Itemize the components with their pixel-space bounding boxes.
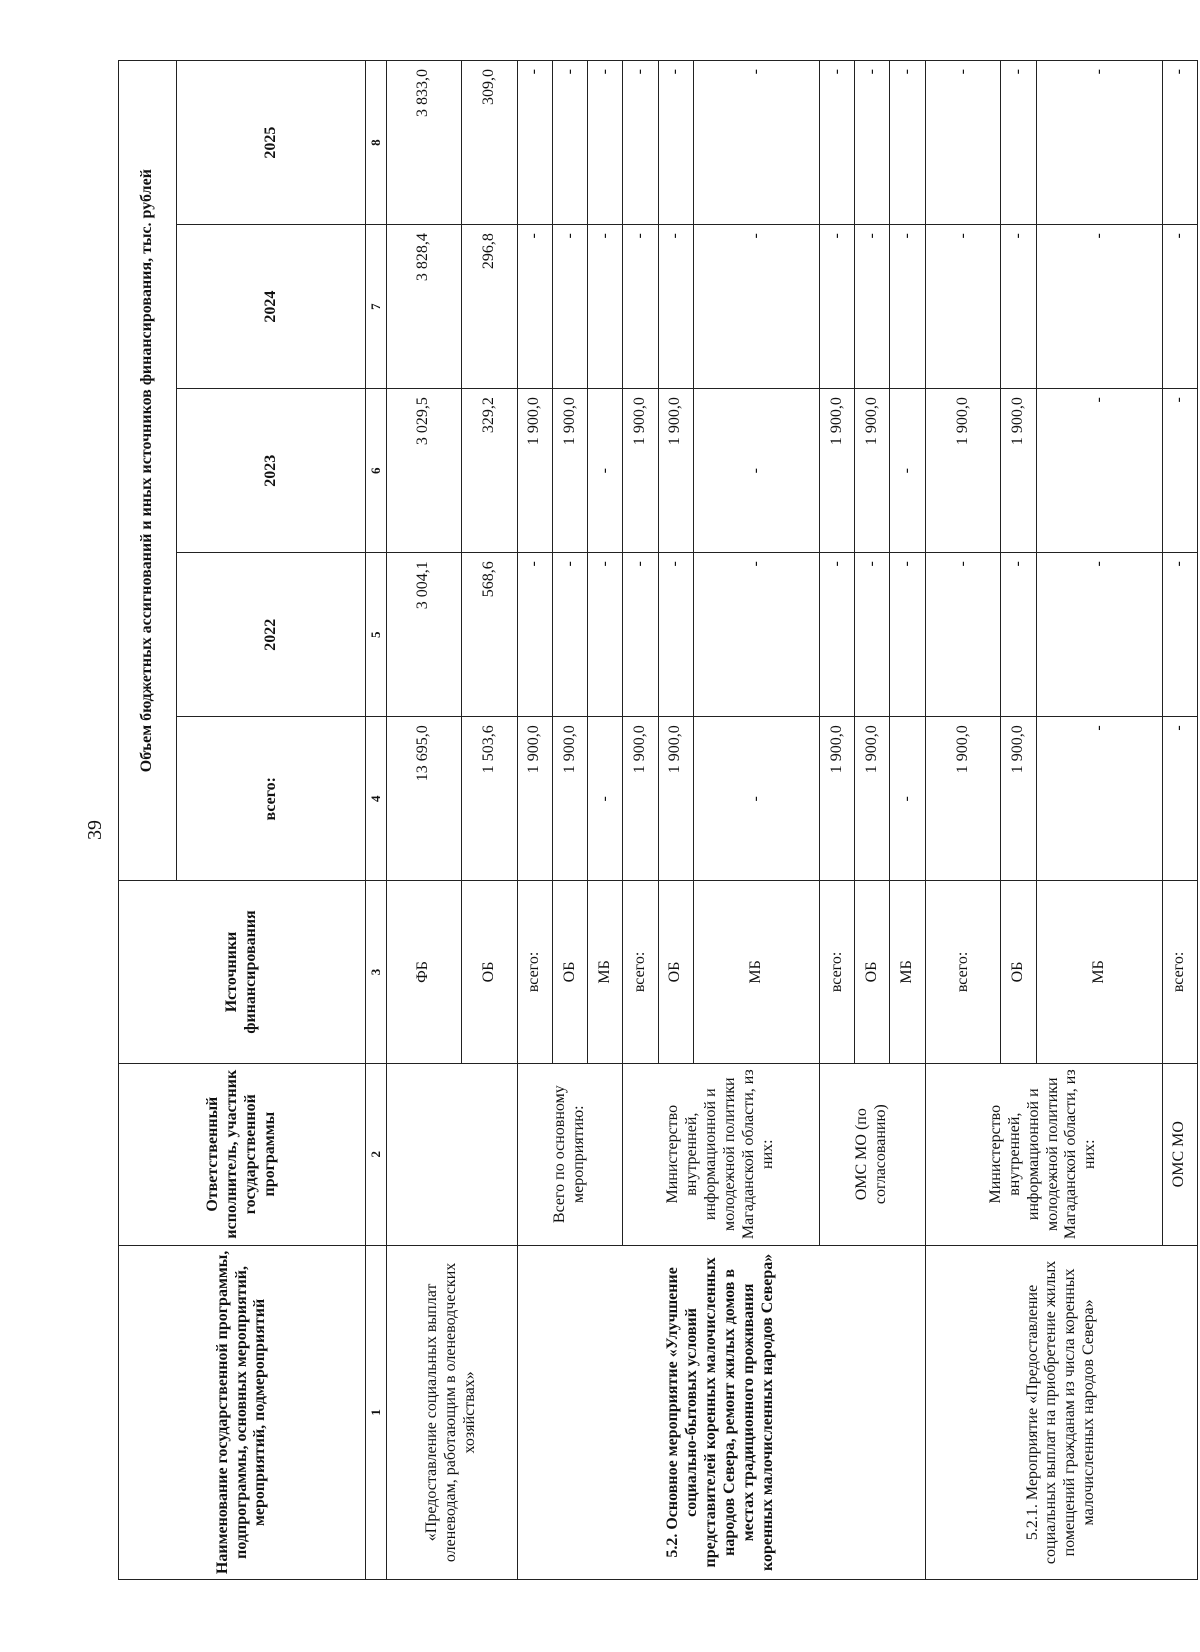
value-cell: - [658, 553, 693, 717]
value-cell: - [623, 553, 658, 717]
header-source: Источники финансирования [119, 881, 366, 1063]
rotated-table-wrapper [118, 60, 1198, 1580]
header-total: всего: [176, 717, 365, 881]
responsible-cell: ОМС МО [1162, 1063, 1197, 1245]
value-cell: 309,0 [462, 61, 517, 225]
value-cell: 1 900,0 [517, 389, 552, 553]
value-cell: 1 900,0 [1001, 717, 1036, 881]
value-cell: 1 900,0 [925, 717, 1001, 881]
value-cell: - [623, 61, 658, 225]
value-cell: 1 900,0 [552, 717, 587, 881]
value-cell: - [890, 717, 925, 881]
value-cell: - [1162, 389, 1197, 553]
source-cell: МБ [588, 881, 623, 1063]
value-cell: - [1036, 389, 1162, 553]
header-funding-group: Объем бюджетных ассигнований и иных источников финансирования, тыс. рублей [119, 61, 177, 881]
value-cell: - [552, 553, 587, 717]
value-cell: - [925, 225, 1001, 389]
value-cell: - [517, 553, 552, 717]
source-cell: ФБ [386, 881, 462, 1063]
index-cell: 4 [365, 717, 386, 881]
activity-name: «Предоставление социальных выплат оленеводам, работающим в оленеводческих хозяйствах» [386, 1245, 517, 1579]
value-cell: 1 503,6 [462, 717, 517, 881]
source-cell: всего: [1162, 881, 1197, 1063]
value-cell: - [1001, 225, 1036, 389]
value-cell: - [623, 225, 658, 389]
index-cell: 1 [365, 1245, 386, 1579]
value-cell: - [517, 225, 552, 389]
table-row [517, 61, 552, 1580]
responsible-cell: Министерство внутренней, информационной и молодежной политики Магаданской области, из них: [925, 1063, 1162, 1245]
source-cell: ОБ [855, 881, 890, 1063]
value-cell: - [819, 225, 854, 389]
header-year-2023: 2023 [176, 389, 365, 553]
header-responsible: Ответственный исполнитель, участник государственной программы [119, 1063, 366, 1245]
value-cell: - [890, 225, 925, 389]
value-cell: - [1162, 553, 1197, 717]
value-cell: - [1001, 553, 1036, 717]
value-cell: - [658, 225, 693, 389]
source-cell: всего: [623, 881, 658, 1063]
value-cell: - [819, 61, 854, 225]
value-cell: - [552, 61, 587, 225]
value-cell: 13 695,0 [386, 717, 462, 881]
index-cell: 7 [365, 225, 386, 389]
header-year-2024: 2024 [176, 225, 365, 389]
value-cell: 329,2 [462, 389, 517, 553]
index-cell: 3 [365, 881, 386, 1063]
value-cell: - [890, 61, 925, 225]
table-row [386, 61, 462, 1580]
value-cell: - [855, 61, 890, 225]
value-cell: 1 900,0 [623, 389, 658, 553]
value-cell: - [855, 225, 890, 389]
value-cell: - [693, 61, 819, 225]
index-cell: 2 [365, 1063, 386, 1245]
value-cell: 1 900,0 [855, 717, 890, 881]
index-row [365, 61, 386, 1580]
responsible-cell: Министерство внутренней, информационной и молодежной политики Магаданской области, из них: [623, 1063, 820, 1245]
page-number: 39 [84, 820, 106, 840]
value-cell: - [890, 553, 925, 717]
value-cell: - [890, 389, 925, 553]
value-cell: 1 900,0 [623, 717, 658, 881]
value-cell: - [693, 389, 819, 553]
funding-table [118, 60, 1198, 1580]
source-cell: МБ [890, 881, 925, 1063]
table-row [925, 61, 1001, 1580]
source-cell: МБ [693, 881, 819, 1063]
value-cell: - [552, 225, 587, 389]
value-cell: 3 833,0 [386, 61, 462, 225]
value-cell: 568,6 [462, 553, 517, 717]
value-cell: - [819, 553, 854, 717]
value-cell: - [1036, 61, 1162, 225]
header-year-2025: 2025 [176, 61, 365, 225]
value-cell: 3 004,1 [386, 553, 462, 717]
value-cell: 1 900,0 [517, 717, 552, 881]
value-cell: 1 900,0 [925, 389, 1001, 553]
value-cell: - [1036, 717, 1162, 881]
value-cell: - [925, 553, 1001, 717]
value-cell: - [658, 61, 693, 225]
source-cell: ОБ [658, 881, 693, 1063]
value-cell: 1 900,0 [552, 389, 587, 553]
value-cell: - [1036, 553, 1162, 717]
value-cell: - [693, 553, 819, 717]
responsible-cell [386, 1063, 517, 1245]
value-cell: 1 900,0 [658, 717, 693, 881]
value-cell: - [588, 717, 623, 881]
value-cell: - [1036, 225, 1162, 389]
source-cell: всего: [925, 881, 1001, 1063]
source-cell: ОБ [462, 881, 517, 1063]
value-cell: 1 900,0 [658, 389, 693, 553]
source-cell: МБ [1036, 881, 1162, 1063]
value-cell: 1 900,0 [819, 717, 854, 881]
responsible-cell: ОМС МО (по согласованию) [819, 1063, 925, 1245]
source-cell: ОБ [1001, 881, 1036, 1063]
value-cell: - [588, 389, 623, 553]
value-cell: - [693, 717, 819, 881]
value-cell: - [588, 61, 623, 225]
value-cell: - [855, 553, 890, 717]
header-program-name: Наименование государственной программы, подпрограммы, основных мероприятий, мероприятий, подмероприятий [119, 1245, 366, 1579]
value-cell: - [693, 225, 819, 389]
value-cell: 1 900,0 [855, 389, 890, 553]
source-cell: всего: [517, 881, 552, 1063]
value-cell: 3 828,4 [386, 225, 462, 389]
source-cell: всего: [819, 881, 854, 1063]
value-cell: 296,8 [462, 225, 517, 389]
value-cell: 1 900,0 [819, 389, 854, 553]
index-cell: 5 [365, 553, 386, 717]
value-cell: - [1162, 225, 1197, 389]
index-cell: 8 [365, 61, 386, 225]
activity-name: 5.2. Основное мероприятие «Улучшение социально-бытовых условий представителей коренных малочисленных народов Севера, ремонт жилых домов в местах традиционного проживания коренных малочисленных народов Севера» [517, 1245, 925, 1579]
value-cell: - [588, 553, 623, 717]
value-cell: 3 029,5 [386, 389, 462, 553]
source-cell: ОБ [552, 881, 587, 1063]
header-year-2022: 2022 [176, 553, 365, 717]
value-cell: - [1001, 61, 1036, 225]
value-cell: - [517, 61, 552, 225]
activity-name: 5.2.1. Мероприятие «Предоставление социальных выплат на приобретение жилых помещений гражданам из числа коренных малочисленных народов Севера» [925, 1245, 1197, 1579]
value-cell: - [925, 61, 1001, 225]
responsible-cell: Всего по основному мероприятию: [517, 1063, 623, 1245]
value-cell: 1 900,0 [1001, 389, 1036, 553]
value-cell: - [1162, 61, 1197, 225]
value-cell: - [1162, 717, 1197, 881]
index-cell: 6 [365, 389, 386, 553]
value-cell: - [588, 225, 623, 389]
